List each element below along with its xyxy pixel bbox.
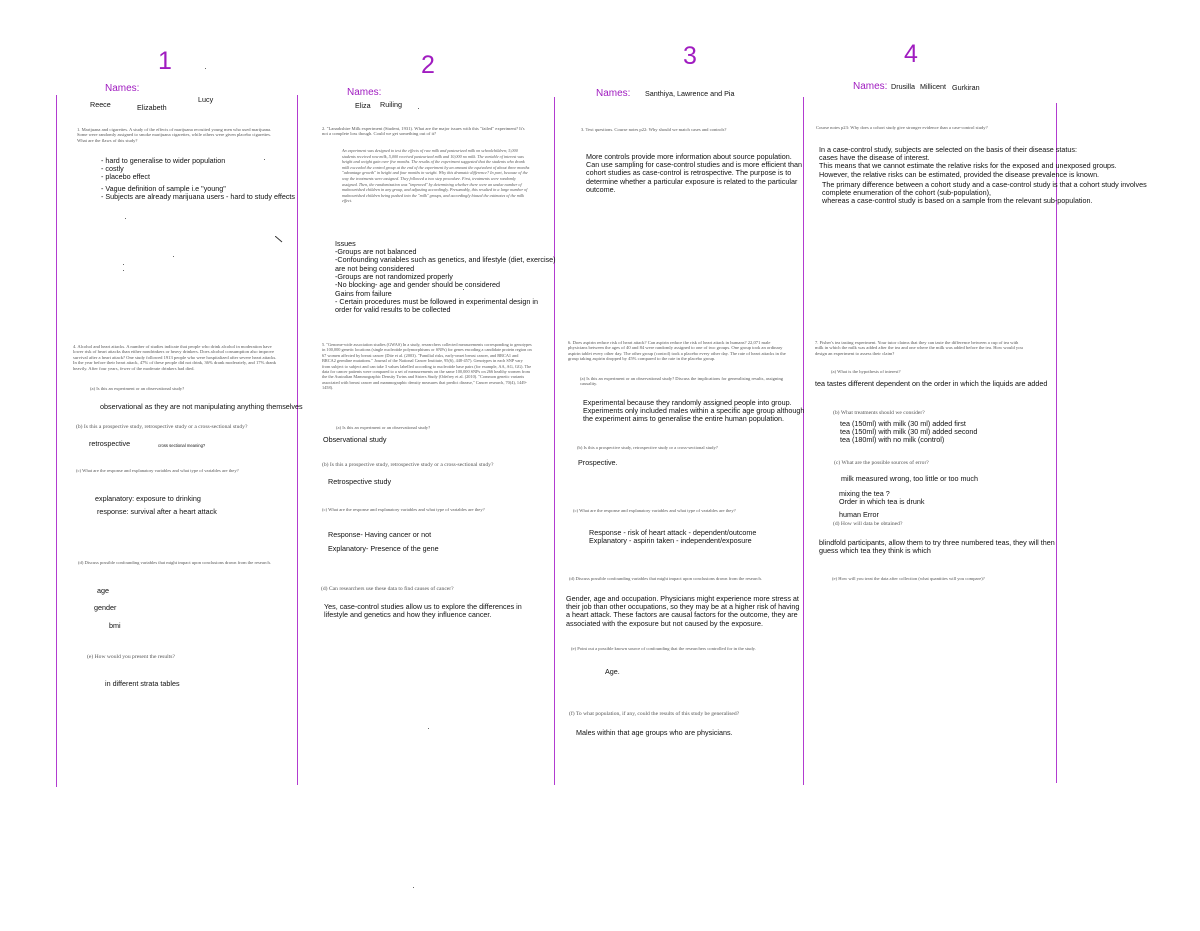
answer-text: Experimental because they randomly assigned people into group. Experiments only included males within a specific age group although the experiment aims to generalise the entire human population. — [583, 398, 805, 424]
stray-mark — [264, 159, 265, 160]
stray-stroke — [275, 236, 283, 244]
question-prompt: 7. Fisher's tea tasting experiment. Your tutor claims that they can taste the difference between a cup of tea with milk in which the milk was added after the tea and one where the milk was added before the tea. How would you design an experiment to assess their claim? — [815, 340, 1023, 356]
group-number: 2 — [421, 51, 435, 79]
column-divider-1 — [56, 95, 57, 787]
question-prompt: (d) Discuss possible confounding variables that might impact upon conclusions drawn from the research. — [569, 576, 762, 581]
question-prompt: (c) What are the response and explanatory variables and what type of variables are they? — [322, 507, 485, 512]
question-prompt: 1. Marijuana and cigarettes. A study of the effects of marijuana recruited young men who used marijuana. Some were randomly assigned to smoke marijuana cigarettes, while others were given placebo cigarettes. What are the flaws of this study? — [77, 127, 272, 143]
question-prompt: (c) What are the response and explanatory variables and what type of variables are they? — [573, 508, 736, 513]
question-prompt: 6. Does aspirin reduce risk of heart attack? Can aspirin reduce the risk of heart attack in humans? 22,071 male physicians between the ages of 40 and 84 were randomly assigned to one of two groups. One group took an ordinary aspirin tablet every other day. The other group (control) took a placebo every other day. The rate of heart attacks in the group taking aspirin dropped by 45% compared to the rate in the placebo group. — [568, 340, 786, 362]
answer-text: Males within that age groups who are physicians. — [576, 728, 733, 737]
answer-text: Issues -Groups are not balanced -Confounding variables such as genetics, and lifestyle (diet, exercise) are not being considered -Groups are not randomized properly -No blocking- age and gender should be considered — [335, 239, 556, 290]
question-prompt: 3. Text questions. Course notes p22: Why should we match cases and controls? — [581, 127, 727, 132]
member-name: Santhiya, Lawrence and Pia — [645, 89, 735, 98]
question-prompt: (a) Is this an experiment or an observational study? — [90, 386, 185, 391]
question-prompt: (b) Is this a prospective study, retrospective study or a cross-sectional study? — [322, 462, 494, 468]
names-label: Names: — [347, 87, 382, 98]
member-name: Drusilla — [891, 82, 915, 91]
stray-mark — [205, 68, 206, 69]
answer-text: Observational study — [323, 435, 387, 444]
member-name: Eliza — [355, 101, 371, 110]
answer-text: tea (150ml) with milk (30 ml) added first tea (150ml) with milk (30 ml) added second tea (180ml) with no milk (control) — [840, 419, 978, 445]
question-prompt: (c) What are the response and explanatory variables and what type of variables are they? — [76, 468, 239, 473]
question-prompt: (d) How will data be obtained? — [833, 521, 903, 527]
question-prompt: 2. "Lanarkshire Milk experiment (Student, 1931). What are the major issues with this "failed" experiment? It's not a complete loss though. Could we get something out of it? — [322, 126, 525, 137]
question-prompt: 5. "Genome-wide association studies (GWAS) In a study, researchers collected measurements corresponding to genotypes in 100,000 genetic locations (single nucleotide polymorphisms or SNPs) for genes encoding a candidate protein region on 67 women affected by breast cancer (Dite et al. (2003). "Familial risks, early-onset breast cancer, and BRCA1 and BRCA2 germline mutations." Journal of the National Cancer Institute, 95(6), 448-457). Genotypes in each SNP vary from subject to subject and can take 3 values labelled according to nucleotide base pairs (for example, AA, AG, GG). The data for cancer patients were compared to a set of measurements on the same 100,000 SNPs on 266 healthy women from the the Australian Mammographic Density Twins and Sisters Study (Odefrey et al. (2010). "Common genetic variants associated with breast cancer and mammographic density measures that predict disease," Cancer research, 70(4), 1449-1458). — [322, 342, 532, 391]
question-prompt: (d) Can researchers use these data to find causes of cancer? — [321, 586, 454, 592]
question-prompt: (d) Discuss possible confounding variables that might impact upon conclusions drawn from the research. — [78, 560, 271, 565]
answer-text: age — [97, 586, 109, 595]
answer-text: blindfold participants, allow them to try three numbered teas, they will then guess which tea they think is which — [819, 538, 1055, 556]
stray-mark — [413, 887, 414, 888]
question-prompt: 4. Alcohol and heart attacks. A number of studies indicate that people who drink alcohol in moderation have lower risk of heart attacks than either nondrinkers or heavy drinkers. Does alcohol consumption also improve survival after a heart attack? One study followed 1913 people who were hospitalized after severe heart attacks. In the year before their heart attack, 47% of these people did not drink, 36% drank moderately, and 17% drank heavily. After four years, fewer of the moderate drinkers had died. — [73, 344, 277, 371]
column-divider-3 — [554, 97, 555, 785]
quoted-passage: An experiment was designed to test the effects of raw milk and pasteurized milk on schoolchildren; 5,000 students received raw milk, 5,000 received pasteurized milk and 10,000 no milk. The variable of interest was height and weight gain over five months. The results of the experiment suggested that the students who drank milk exceeded the control group at the end of the experiment by an amount the equivalent of about three months "advantage growth" in height and four months in weight. Why this dramatic difference? In part, because of the way the treatments were assigned. They followed a two step procedure. First, treatments were randomly assigned. Then, the randomization was "improved" by determining whether there were an undue number of malnourished children in any group, and adjusting accordingly. Presumably, this resulted in a large number of malnourished children being pushed into the "milk" groups, and accordingly biased the estimates of the milk effect. — [342, 148, 530, 204]
stray-mark — [418, 108, 419, 109]
member-name: Gurkiran — [952, 83, 980, 92]
answer-text: In a case-control study, subjects are selected on the basis of their disease status: cases have the disease of interest. This means that we cannot estimate the relative risks for the exposed and unexposed groups. However, the relative risks can be estimated, provided the disease prevalence is known. — [819, 145, 1117, 179]
question-prompt: (b) What treatments should we consider? — [833, 410, 925, 416]
names-label: Names: — [105, 83, 140, 94]
answer-text: Yes, case-control studies allow us to explore the differences in lifestyle and genetics and how they influence cancer. — [324, 602, 522, 620]
column-divider-2 — [297, 95, 298, 785]
question-prompt: (a) Is this an experiment or an observational study? Discuss the implications for generalising results, assigning causality. — [580, 376, 784, 387]
member-name: Lucy — [198, 95, 214, 104]
answer-text: Response - risk of heart attack - dependent/outcome Explanatory - aspirin taken - independent/exposure — [589, 528, 757, 546]
answer-text: Retrospective study — [328, 477, 392, 486]
answer-text: Prospective. — [578, 458, 618, 467]
answer-text: response: survival after a heart attack — [97, 507, 217, 516]
answer-text: human Error — [839, 510, 879, 519]
member-name: Elizabeth — [137, 103, 167, 112]
stray-mark — [125, 218, 126, 219]
answer-note: cross sectional meaning? — [158, 443, 206, 448]
stray-mark — [123, 270, 124, 271]
answer-text: Age. — [605, 667, 620, 676]
question-prompt: (e) How will you treat the data after collection (what quantities will you compare)? — [832, 576, 985, 581]
answer-text: bmi — [109, 621, 121, 630]
stray-mark — [173, 256, 174, 257]
stray-mark — [428, 728, 429, 729]
question-prompt: (b) Is this a prospective study, retrospective study or a cross-sectional study? — [577, 445, 718, 450]
group-number: 1 — [158, 47, 172, 75]
answer-text: explanatory: exposure to drinking — [95, 494, 201, 503]
question-prompt: (a) Is this an experiment or an observational study? — [336, 425, 431, 430]
question-prompt: (c) What are the possible sources of error? — [834, 460, 929, 466]
question-prompt: (e) Point out a possible known source of confounding that the researchers controlled for in the study. — [571, 646, 756, 651]
answer-text: observational as they are not manipulating anything themselves — [100, 402, 303, 411]
group-number: 4 — [904, 40, 918, 68]
answer-text: Response- Having cancer or not — [328, 530, 432, 539]
column-divider-4 — [803, 97, 804, 785]
member-name: Ruiling — [380, 100, 402, 109]
answer-text: - Vague definition of sample i.e "young" - Subjects are already marijuana users - hard to study effects — [101, 184, 296, 202]
group-number: 3 — [683, 42, 697, 70]
question-prompt: (e) How would you present the results? — [87, 654, 175, 660]
answer-text: - hard to generalise to wider population - costly - placebo effect — [101, 156, 226, 182]
stray-mark — [123, 264, 124, 265]
member-name: Millicent — [920, 82, 946, 91]
question-prompt: (a) What is the hypothesis of interest? — [831, 369, 901, 374]
answer-text: milk measured wrong, too little or too much — [841, 474, 979, 483]
member-name: Reece — [90, 100, 111, 109]
answer-text: mixing the tea ? Order in which tea is drunk — [839, 489, 925, 507]
answer-text: Gains from failure - Certain procedures must be followed in experimental design in order for valid results to be collected — [335, 289, 538, 315]
names-label: Names: — [853, 81, 888, 92]
answer-text: The primary difference between a cohort study and a case-control study is that a cohort study involves complete enumeration of the cohort (sub-population), whereas a case-control study is based on a sample from the relevant sub-population. — [822, 180, 1147, 206]
names-label: Names: — [596, 88, 631, 99]
answer-text: tea tastes different dependent on the order in which the liquids are added — [815, 379, 1048, 388]
question-prompt: Course notes p23: Why does a cohort study give stronger evidence than a case-control study? — [816, 125, 988, 130]
answer-text: Gender, age and occupation. Physicians might experience more stress at their job than other occupations, so they may be at a higher risk of having a heart attack. These factors are causal factors for the outcome, they are associated with the exposure but not caused by the exposure. — [566, 594, 800, 628]
answer-text: More controls provide more information about source population. Can use sampling for case-control studies and is more efficient than cohort studies as case-control is retrospective. The purpose is to determine whether a particular exposure is related to the particular outcome. — [586, 152, 803, 194]
answer-text: retrospective — [89, 439, 131, 448]
answer-text: gender — [94, 603, 117, 612]
answer-text: Explanatory- Presence of the gene — [328, 544, 439, 553]
answer-text: in different strata tables — [105, 679, 180, 688]
question-prompt: (f) To what population, if any, could the results of this study be generalised? — [569, 711, 740, 717]
question-prompt: (b) Is this a prospective study, retrospective study or a cross-sectional study? — [76, 424, 248, 430]
